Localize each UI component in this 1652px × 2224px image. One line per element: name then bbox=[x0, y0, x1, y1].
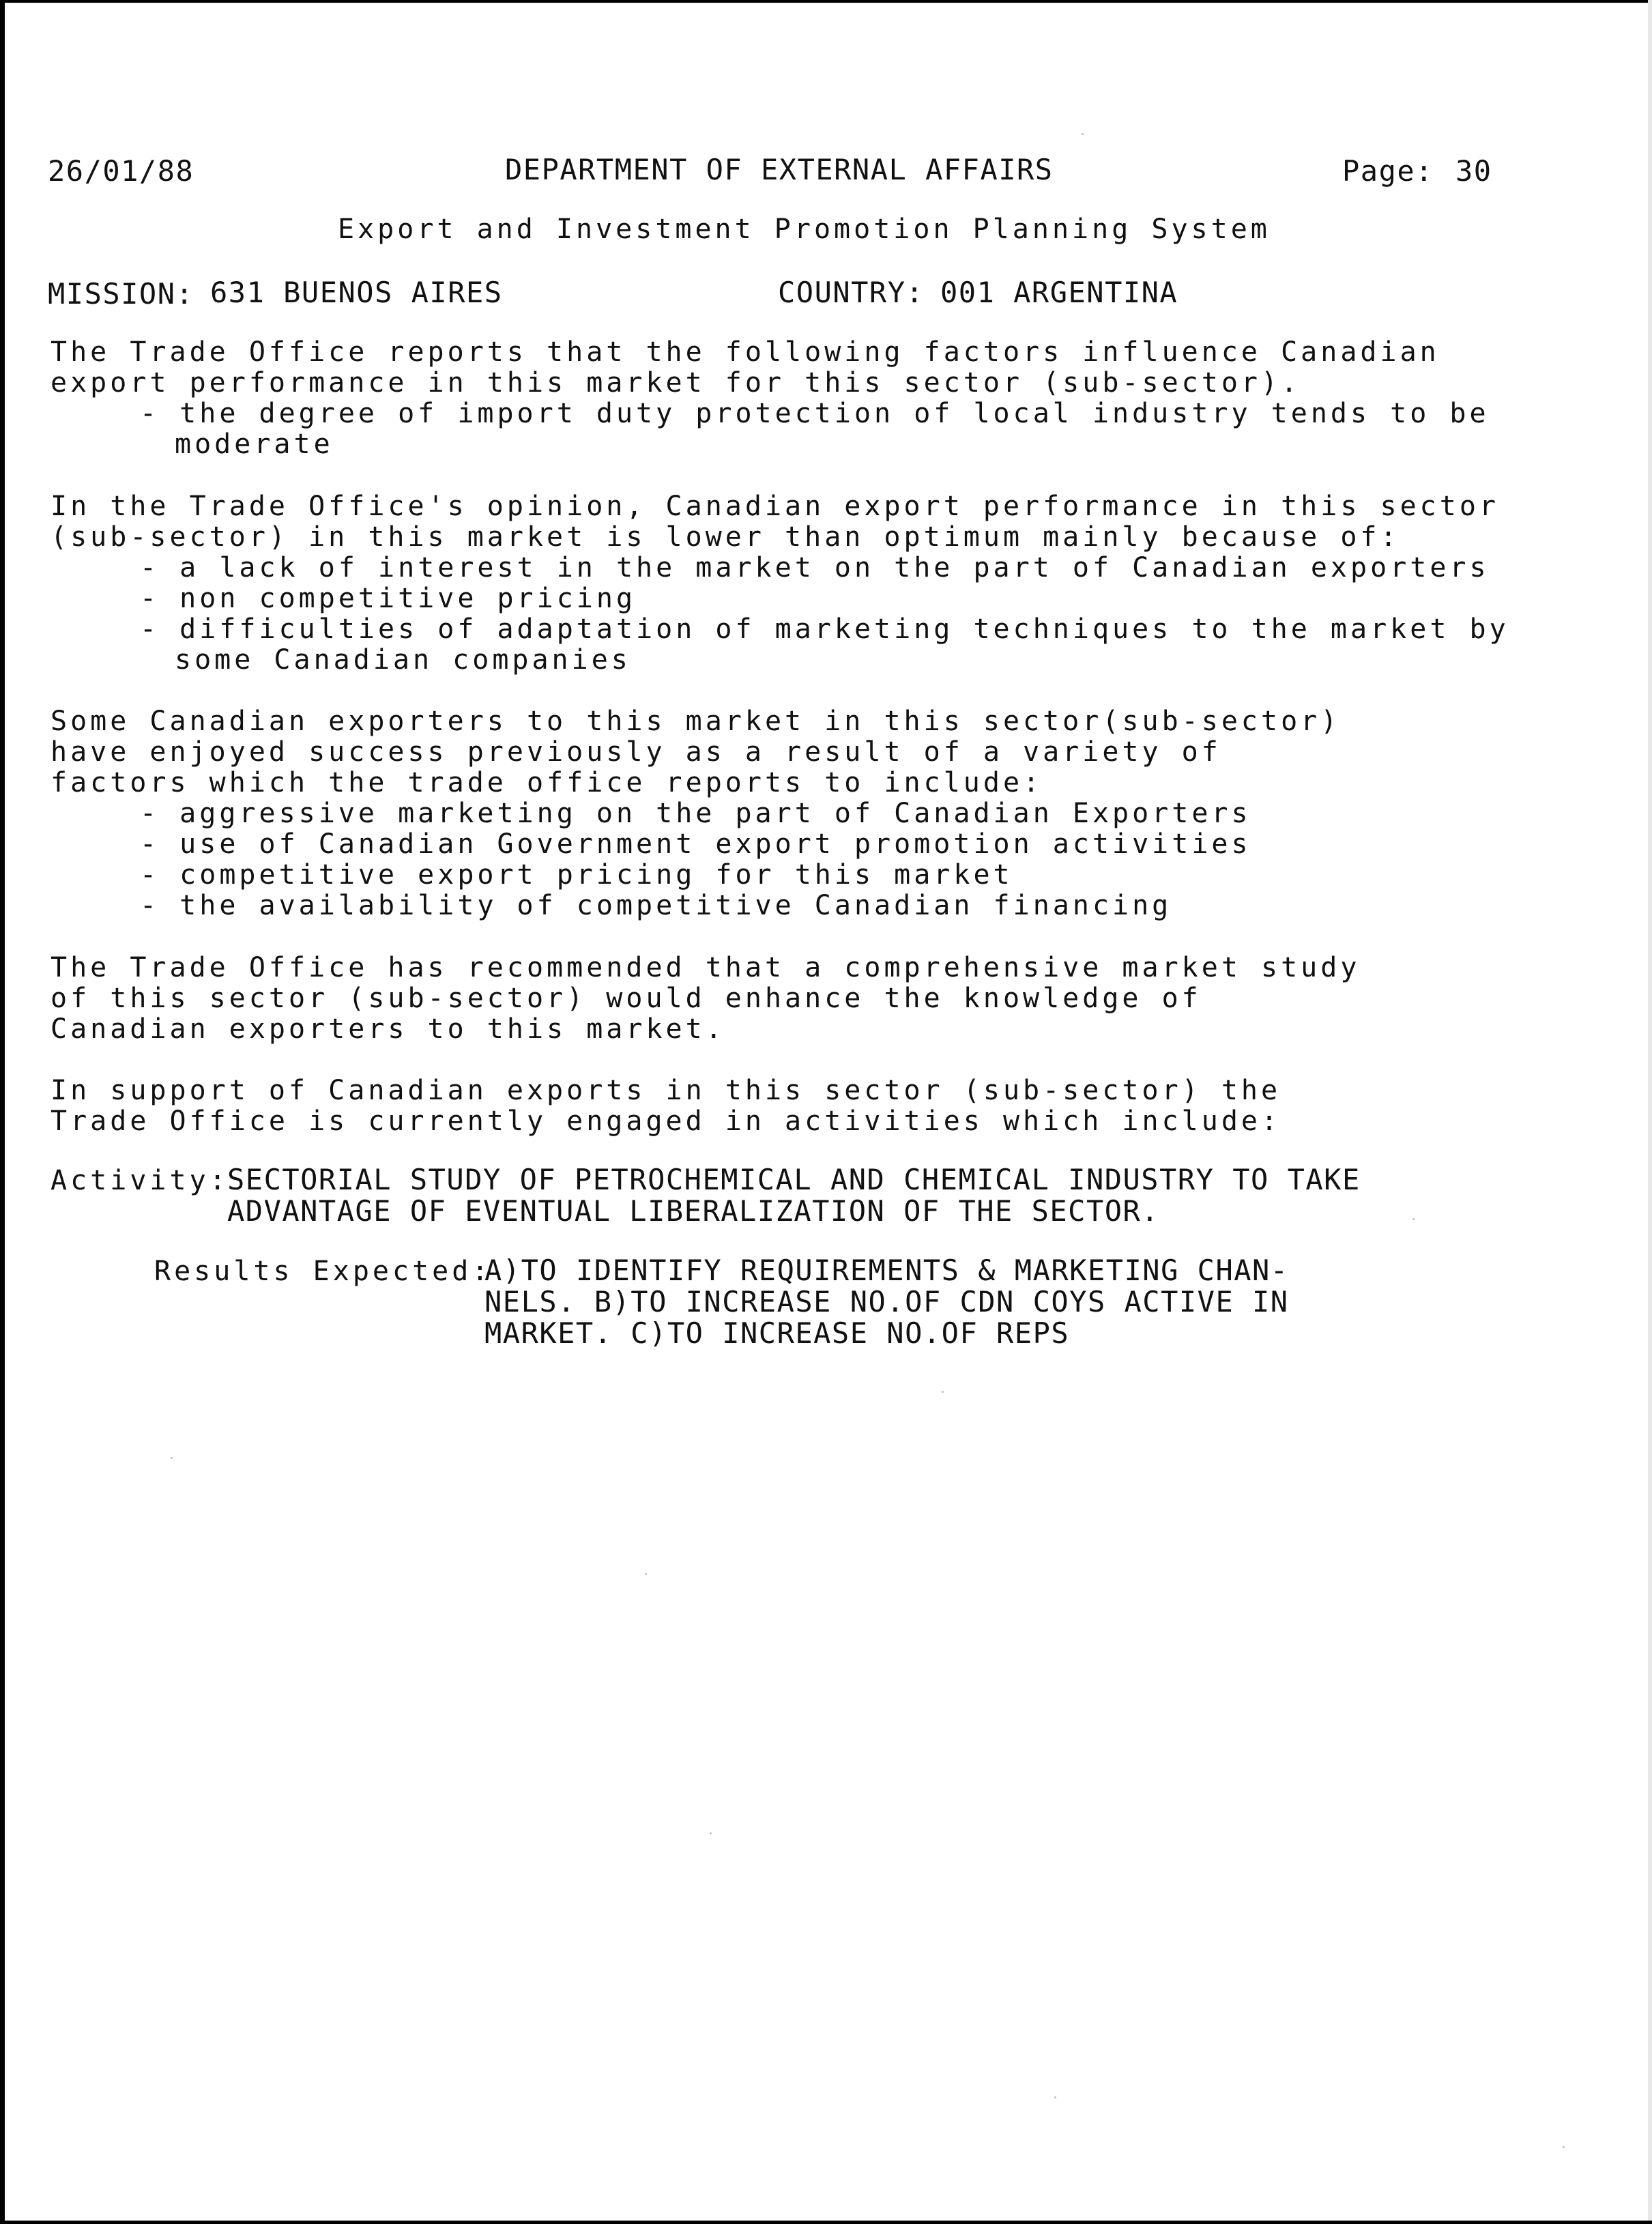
activity-label: Activity: bbox=[50, 1165, 229, 1196]
support-line-1: In support of Canadian exports in this sector (sub-sector) the bbox=[50, 1075, 1281, 1106]
results-line-1: A)TO IDENTIFY REQUIREMENTS & MARKETING CHAN- bbox=[484, 1254, 1289, 1287]
factors-item-1-line-1: - the degree of import duty protection of local industry tends to be bbox=[140, 398, 1490, 429]
success-item-2: - use of Canadian Government export promotion activities bbox=[140, 828, 1251, 860]
results-line-3: MARKET. C)TO INCREASE NO.OF REPS bbox=[484, 1316, 1070, 1350]
scan-speck bbox=[171, 1457, 173, 1459]
activity-line-1: SECTORIAL STUDY OF PETROCHEMICAL AND CHEMICAL INDUSTRY TO TAKE bbox=[227, 1163, 1361, 1196]
scan-speck bbox=[942, 1391, 944, 1393]
mission-value: 631 BUENOS AIRES bbox=[210, 276, 503, 309]
page-label: Page: bbox=[1342, 154, 1434, 188]
recommendation-line-2: of this sector (sub-sector) would enhance the knowledge of bbox=[50, 983, 1202, 1014]
page-edge-right bbox=[1648, 0, 1652, 2224]
page-edge-bottom bbox=[0, 2221, 1652, 2224]
scan-speck bbox=[645, 1573, 647, 1575]
country-value: 001 ARGENTINA bbox=[940, 276, 1178, 309]
success-intro-line-2: have enjoyed success previously as a result of a variety of bbox=[50, 736, 1221, 768]
system-title: Export and Investment Promotion Planning System bbox=[338, 214, 1271, 245]
results-expected-label: Results Expected: bbox=[154, 1256, 492, 1287]
country-label: COUNTRY: bbox=[778, 276, 925, 309]
scan-speck bbox=[1412, 1218, 1415, 1220]
mission-label: MISSION: bbox=[48, 277, 194, 311]
page-edge-top bbox=[0, 0, 1652, 3]
scan-speck bbox=[710, 1832, 712, 1834]
scan-speck bbox=[1563, 2146, 1565, 2148]
scan-speck bbox=[1054, 2096, 1056, 2098]
report-date: 26/01/88 bbox=[48, 154, 194, 188]
activity-line-2: ADVANTAGE OF EVENTUAL LIBERALIZATION OF THE SECTOR. bbox=[227, 1194, 1160, 1228]
success-item-4: - the availability of competitive Canadian financing bbox=[140, 890, 1172, 921]
results-line-2: NELS. B)TO INCREASE NO.OF CDN COYS ACTIVE IN bbox=[484, 1285, 1289, 1318]
success-item-1: - aggressive marketing on the part of Canadian Exporters bbox=[140, 798, 1251, 829]
factors-intro-line-1: The Trade Office reports that the following factors influence Canadian bbox=[50, 336, 1440, 368]
opinion-intro-line-2: (sub-sector) in this market is lower than optimum mainly because of: bbox=[50, 521, 1400, 553]
opinion-item-3-line-2: some Canadian companies bbox=[175, 644, 631, 676]
factors-item-1-line-2: moderate bbox=[175, 429, 334, 460]
scan-speck bbox=[1082, 133, 1084, 135]
page-edge-left bbox=[0, 0, 5, 2224]
recommendation-line-1: The Trade Office has recommended that a comprehensive market study bbox=[50, 952, 1361, 983]
page-number: 30 bbox=[1455, 154, 1492, 188]
opinion-item-3-line-1: - difficulties of adaptation of marketing techniques to the market by bbox=[140, 613, 1509, 645]
opinion-item-2: - non competitive pricing bbox=[140, 583, 637, 614]
opinion-item-1: - a lack of interest in the market on the part of Canadian exporters bbox=[140, 552, 1490, 583]
success-item-3: - competitive export pricing for this market bbox=[140, 859, 1013, 891]
factors-intro-line-2: export performance in this market for this sector (sub-sector). bbox=[50, 367, 1301, 399]
department-title: DEPARTMENT OF EXTERNAL AFFAIRS bbox=[505, 153, 1054, 186]
success-intro-line-3: factors which the trade office reports to include: bbox=[50, 767, 1043, 798]
opinion-intro-line-1: In the Trade Office's opinion, Canadian export performance in this sector bbox=[50, 491, 1499, 522]
support-line-2: Trade Office is currently engaged in activities which include: bbox=[50, 1106, 1281, 1137]
recommendation-line-3: Canadian exporters to this market. bbox=[50, 1013, 725, 1045]
success-intro-line-1: Some Canadian exporters to this market in this sector(sub-sector) bbox=[50, 706, 1341, 737]
